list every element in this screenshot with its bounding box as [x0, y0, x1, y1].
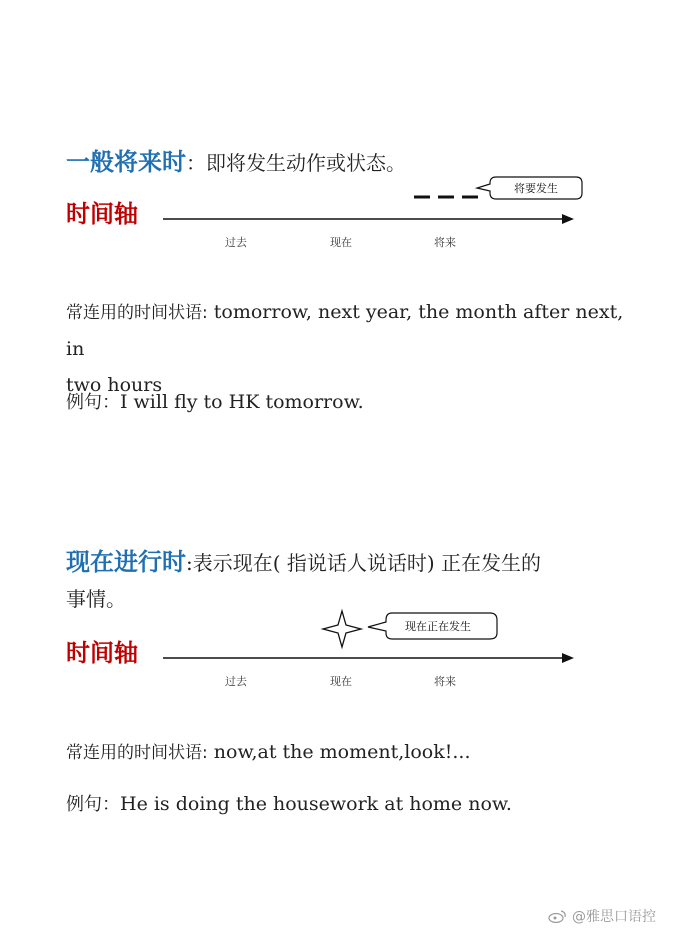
section1-tick-future: 将来 [434, 236, 456, 249]
section2-axis-arrow [562, 653, 574, 663]
section1-example [66, 384, 364, 421]
section1-title: 一般将来时 [66, 148, 186, 176]
section1-description: ：即将发生动作或状态。 [186, 151, 406, 175]
section1-tick-present: 现在 [330, 236, 352, 249]
section1-axis-arrow [562, 214, 574, 224]
section2-adverbials-label: 常连用的时间状语: [66, 743, 208, 763]
weibo-logo-icon [548, 909, 568, 923]
section1-tick-past: 过去 [225, 236, 247, 249]
section2-description-line1: :表示现在( 指说话人说话时) 正在发生的 [186, 551, 542, 575]
section1-example-label: 例句： [66, 392, 120, 413]
watermark-text: @雅思口语控 [572, 909, 656, 925]
watermark [548, 906, 656, 926]
section1-example-text: I will fly to HK tomorrow. [120, 391, 364, 413]
section2-callout [368, 613, 497, 639]
section2-example-text: He is doing the housework at home now. [120, 793, 512, 815]
section2-example [66, 786, 512, 823]
section1-adverbials-line2: two hours [66, 374, 163, 396]
section1-adverbials-label: 常连用的时间状语: [66, 303, 208, 323]
section1-adverbials-line1: tomorrow, next year, the month after next, in [66, 301, 624, 360]
section2-tick-future: 将来 [434, 675, 456, 688]
section2-description-line2: 事情。 [66, 587, 126, 611]
section2-callout-text: 现在正在发生 [405, 620, 471, 633]
section1-callout [477, 177, 582, 199]
section2-example-label: 例句： [66, 794, 120, 815]
section2-axis-label: 时间轴 [66, 639, 138, 667]
section2-adverbials-text: now,at the moment,look!... [207, 741, 471, 763]
section2-timeline [0, 605, 690, 695]
section2-title: 现在进行时 [66, 548, 186, 576]
section2-tick-past: 过去 [225, 675, 247, 688]
section1-callout-text: 将要发生 [514, 182, 558, 195]
section2-star-icon [323, 611, 361, 647]
section1-axis-label: 时间轴 [66, 200, 138, 228]
section2-tick-present: 现在 [330, 675, 352, 688]
section2-adverbials [66, 734, 471, 771]
section1-timeline [0, 170, 690, 260]
